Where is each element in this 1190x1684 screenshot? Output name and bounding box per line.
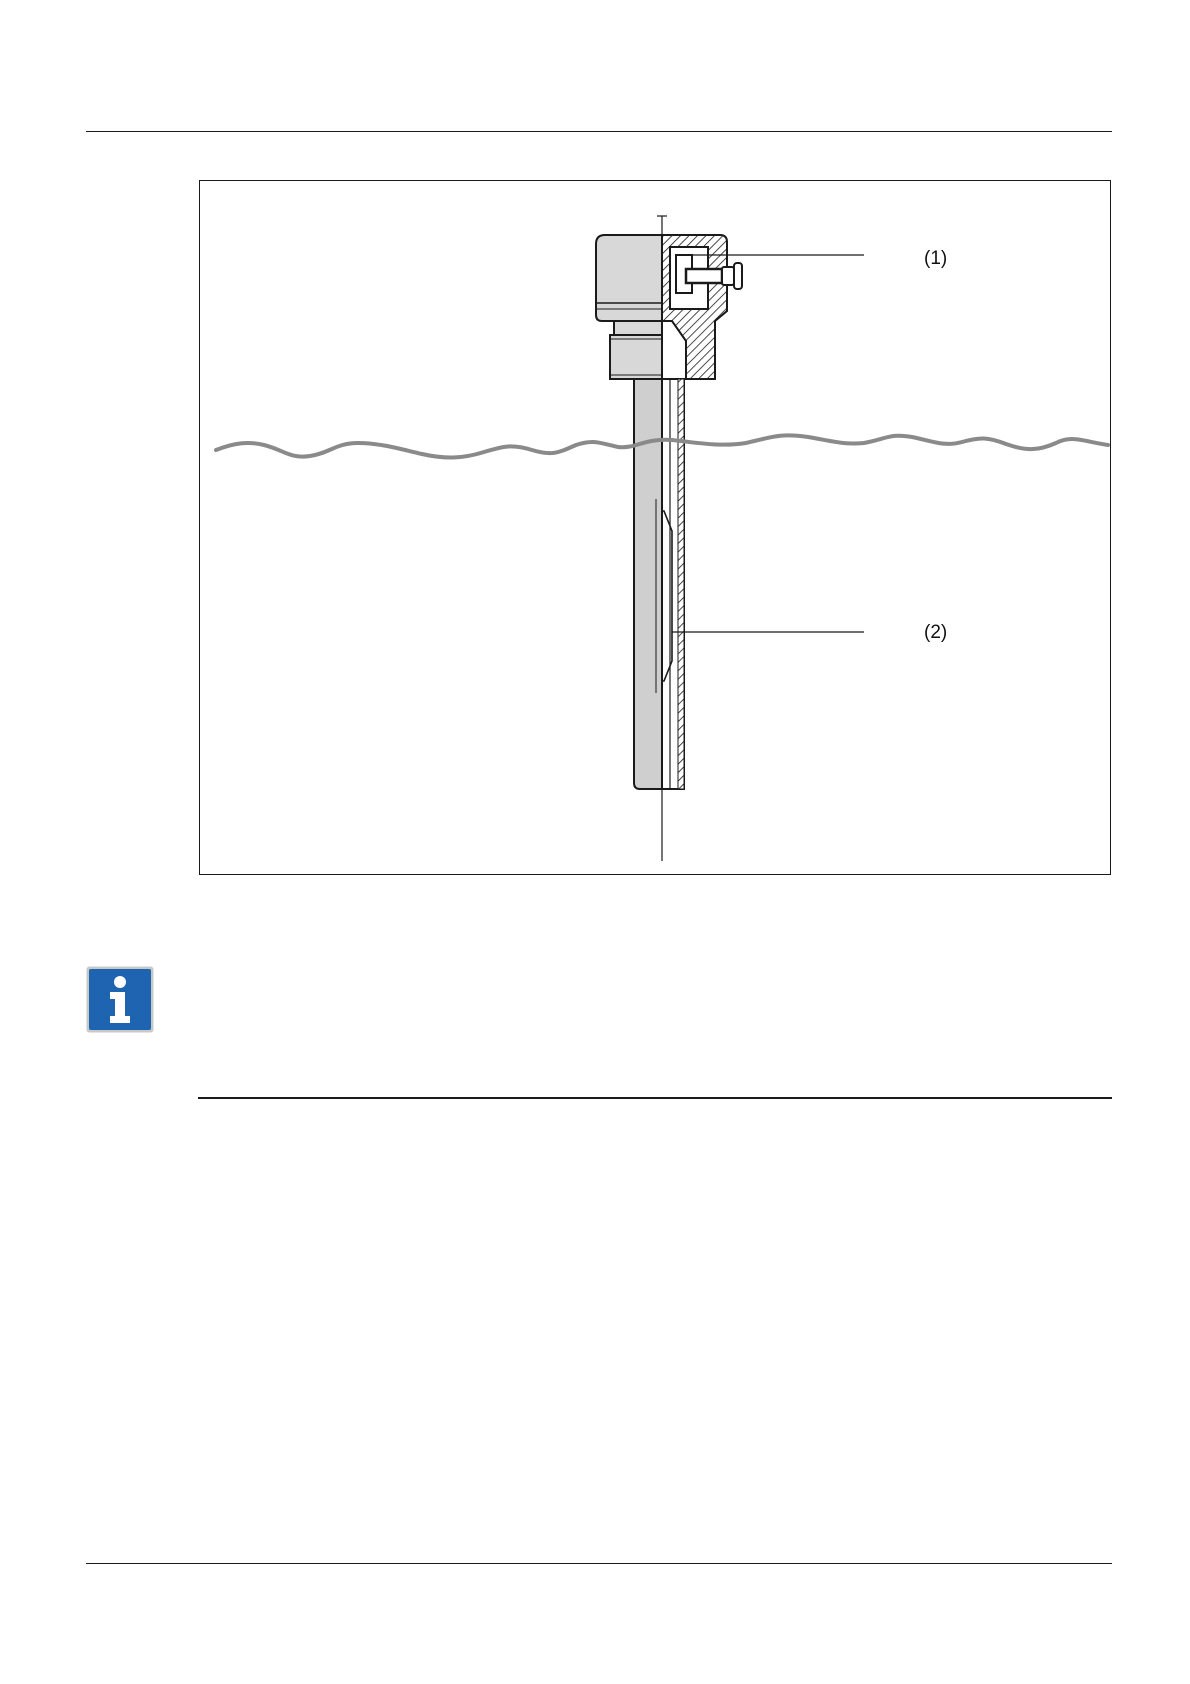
hex-nut [596, 235, 662, 321]
callout-1-label: (1) [924, 248, 948, 269]
callout-2-label: (2) [924, 622, 948, 643]
header-rule [86, 131, 1112, 132]
threaded-section [610, 321, 662, 379]
figure-frame [199, 180, 1111, 875]
footer-rule [86, 1563, 1112, 1564]
section-rule [198, 1097, 1112, 1099]
thermowell-diagram [200, 181, 1112, 876]
nut-section [662, 235, 727, 379]
info-icon [86, 966, 154, 1033]
